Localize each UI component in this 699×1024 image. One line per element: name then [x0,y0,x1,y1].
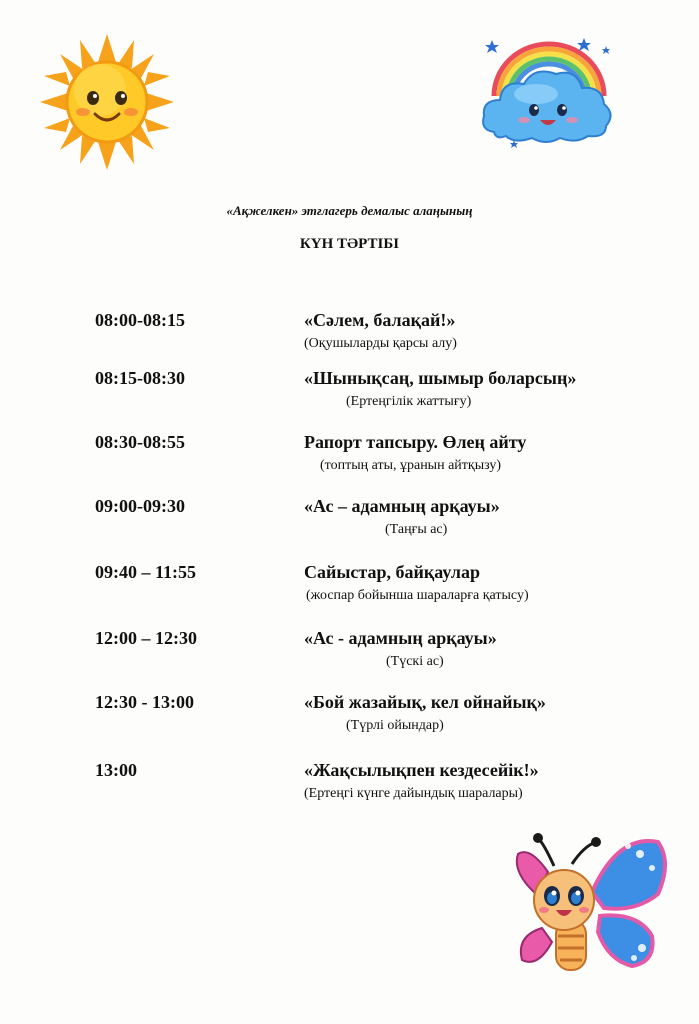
schedule-time: 09:00-09:30 [95,496,185,516]
schedule-time: 08:00-08:15 [95,310,185,330]
camp-subtitle: «Ақжелкен» эт‌ғ‌лагерь демалыс алаңының [226,203,473,218]
schedule-row [0,628,699,684]
schedule-activity: «Сәлем, балақай!» [304,310,456,330]
schedule-row [0,368,699,424]
schedule-time: 12:00 – 12:30 [95,628,197,648]
schedule-note: (Түскі ас) [386,654,444,669]
schedule-note: (Түрлі ойындар) [346,718,444,733]
schedule-activity: «Ас – адамның арқауы» [304,496,500,516]
schedule-activity: «Ас - адамның арқауы» [304,628,497,648]
butterfly-illustration [508,832,672,982]
schedule-time: 12:30 - 13:00 [95,692,194,712]
schedule-activity: «Шынықсаң, шымыр боларсың» [304,368,577,388]
schedule-note: (Оқушыларды қарсы алу) [304,336,457,351]
schedule-row [0,310,699,366]
schedule-activity: Рапорт тапсыру. Өлең айту [304,432,527,452]
schedule-time: 08:30-08:55 [95,432,185,452]
schedule-note: (топтың аты, ұранын айтқызу) [320,458,502,473]
schedule-row [0,496,699,552]
schedule-note: (Таңғы ас) [385,522,448,537]
schedule-row [0,432,699,488]
schedule-activity: «Бой жазайық, кел ойнайық» [304,692,546,712]
schedule-row [0,692,699,748]
schedule-note: (Ертеңгі күнге дайындық шаралары) [304,786,523,801]
schedule-activity: Сайыстар, байқаулар [304,562,480,582]
schedule-activity: «Жақсылықпен кездесейік!» [304,760,539,780]
schedule-row [0,562,699,618]
page-title: КҮН ТӘРТІБІ [299,236,400,252]
schedule-time: 09:40 – 11:55 [95,562,196,582]
schedule-time: 08:15-08:30 [95,368,185,388]
schedule-row [0,760,699,816]
schedule-time: 13:00 [95,760,137,780]
schedule-note: (Ертеңгілік жаттығу) [346,394,472,409]
schedule-note: (жоспар бойынша шараларға қатысу) [306,588,529,603]
